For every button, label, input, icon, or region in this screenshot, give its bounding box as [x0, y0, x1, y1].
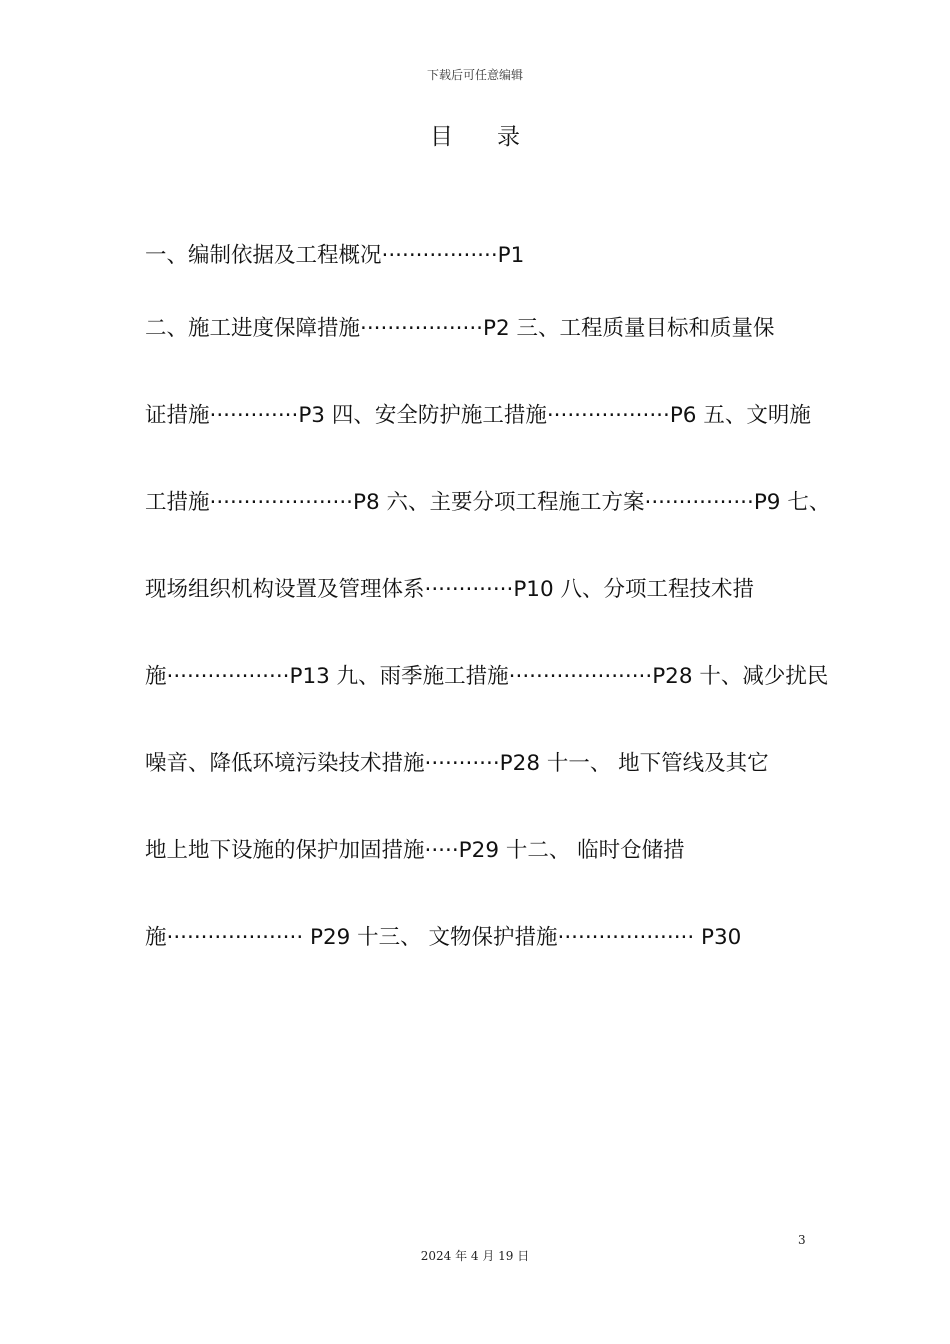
toc-line: 地上地下设施的保护加固措施·····P29 十二、 临时仓储措 [145, 838, 685, 863]
toc-line: 现场组织机构设置及管理体系·············P10 八、分项工程技术措 [145, 577, 755, 602]
toc-line: 一、编制依据及工程概况·················P1 [145, 243, 525, 268]
header-note: 下载后可任意编辑 [426, 68, 523, 82]
toc-line: 噪音、降低环境污染技术措施···········P28 十一、 地下管线及其它 [145, 751, 769, 776]
toc-line: 二、施工进度保障措施··················P2 三、工程质量目标和质量保 [145, 316, 775, 341]
toc-title: 目录 [430, 124, 564, 150]
footer-date: 2024 年 4 月 19 日 [420, 1249, 530, 1263]
toc-line: 施··················P13 九、雨季施工措施·····················P28 十、减少扰民 [145, 664, 829, 689]
toc-line: 施···················· P29 十三、 文物保护措施···················· P30 [145, 925, 742, 950]
toc-line: 工措施·····················P8 六、主要分项工程施工方案················P9 七、 [145, 490, 831, 515]
toc-line: 证措施·············P3 四、安全防护施工措施··················P6 五、文明施 [145, 403, 811, 428]
page-number: 3 [798, 1233, 806, 1247]
